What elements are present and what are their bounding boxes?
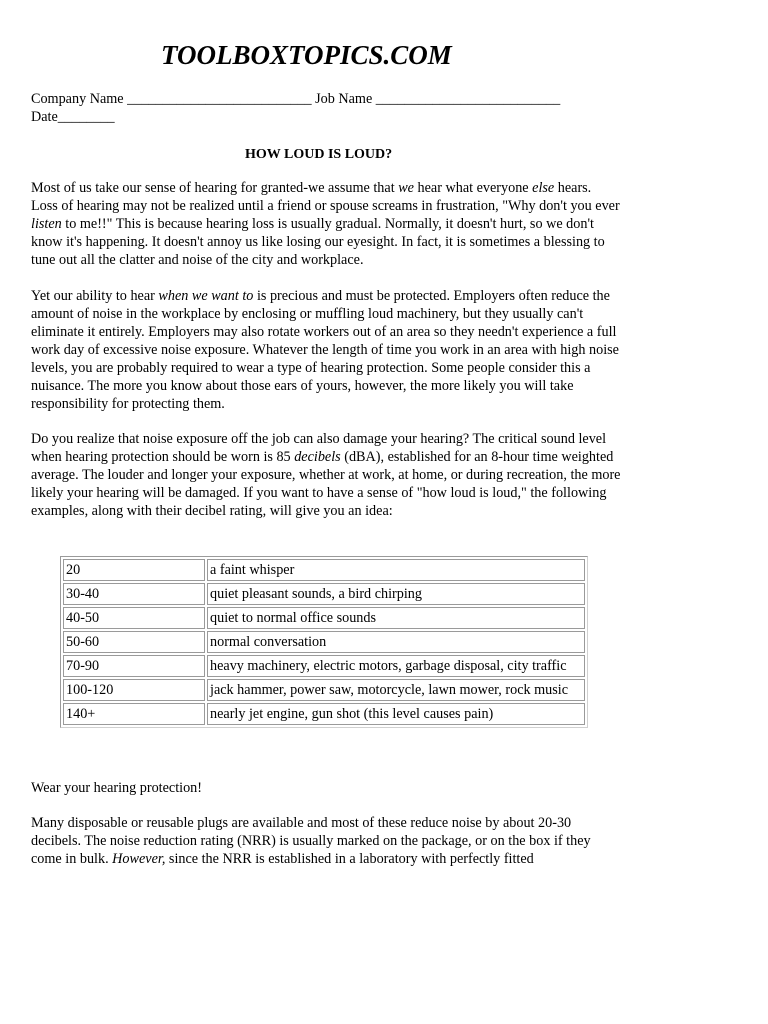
sound-description-cell: jack hammer, power saw, motorcycle, lawn mower, rock music <box>207 679 585 701</box>
table-row <box>63 583 585 605</box>
table-row <box>63 607 585 629</box>
decibel-level-cell: 40-50 <box>63 607 205 629</box>
form-fields <box>31 90 631 126</box>
decibel-table <box>60 556 588 728</box>
emphasis-text: when we want to <box>158 288 254 304</box>
company-name-field[interactable]: Company Name __________________________ <box>31 91 312 107</box>
sound-description-cell: quiet to normal office sounds <box>207 607 585 629</box>
sound-description-cell: quiet pleasant sounds, a bird chirping <box>207 583 585 605</box>
table-row <box>63 679 585 701</box>
decibel-level-cell: 50-60 <box>63 631 205 653</box>
text-run: hear what everyone <box>413 180 533 196</box>
decibel-level-cell: 100-120 <box>63 679 205 701</box>
emphasis-text: listen <box>31 216 62 232</box>
text-run: Most of us take our sense of hearing for granted-we assume that <box>31 180 399 196</box>
decibel-level-cell: 30-40 <box>63 583 205 605</box>
site-title: TOOLBOXTOPICS.COM <box>161 40 452 70</box>
table-row <box>63 655 585 677</box>
table-row <box>63 703 585 725</box>
paragraph-reminder: Wear your hearing protection! <box>31 780 203 796</box>
emphasis-text: else <box>532 180 555 196</box>
sound-description-cell: a faint whisper <box>207 559 585 581</box>
text-run: (dBA), established for an 8-hour time weighted average. The louder and longer your exposure, whether at work, at home, or during recreation, the more likely your hearing will be damaged. If you want to have a sense of "how loud is loud," the following examples, along with their decibel rating, will give you an idea: <box>31 449 621 519</box>
decibel-level-cell: 20 <box>63 559 205 581</box>
text-run: to me!!" This is because hearing loss is usually gradual. Normally, it doesn't hurt, so we don't know it's happening. It doesn't annoy us like losing our eyesight. In fact, it is sometimes a blessing to tune out all the clatter and noise of the city and workplace. <box>31 216 605 268</box>
emphasis-text: we <box>398 180 414 196</box>
paragraph-intro <box>31 179 621 269</box>
job-name-field[interactable]: Job Name __________________________ <box>315 91 561 107</box>
table-row <box>63 559 585 581</box>
sound-description-cell: normal conversation <box>207 631 585 653</box>
sound-description-cell: nearly jet engine, gun shot (this level causes pain) <box>207 703 585 725</box>
text-run: since the NRR is established in a laboratory with perfectly fitted <box>165 851 534 867</box>
document-heading: HOW LOUD IS LOUD? <box>245 147 393 162</box>
text-run: Do you realize that noise exposure off the job can also damage your hearing? The critical sound level when hearing protection should be worn is 85 <box>31 431 607 465</box>
text-run: is precious and must be protected. Employers often reduce the amount of noise in the workplace by enclosing or muffling loud machinery, but they usually can't eliminate it entirely. Employers may also rotate workers out of an area so they needn't experience a full work day of excessive noise exposure. Whatever the length of time you work in an area with high noise levels, you are probably required to wear a type of hearing protection. Some people consider this a nuisance. The more you know about those ears of yours, however, the more likely you will take responsibility for protecting them. <box>31 288 619 412</box>
emphasis-text: decibels <box>294 449 341 465</box>
text-run: Yet our ability to hear <box>31 288 159 304</box>
sound-description-cell: heavy machinery, electric motors, garbage disposal, city traffic <box>207 655 585 677</box>
table-row <box>63 631 585 653</box>
text-run: hears. Loss of hearing may not be realized until a friend or spouse screams in frustration, "Why don't you ever <box>31 180 620 214</box>
decibel-level-cell: 140+ <box>63 703 205 725</box>
emphasis-text: However, <box>112 851 166 867</box>
decibel-level-cell: 70-90 <box>63 655 205 677</box>
date-field[interactable]: Date________ <box>31 109 115 125</box>
paragraph-protection <box>31 287 621 413</box>
paragraph-noise-exposure <box>31 430 621 520</box>
text-run: Many disposable or reusable plugs are available and most of these reduce noise by about 20-30 decibels. The noise reduction rating (NRR) is usually marked on the package, or on the box if they come in bulk. <box>31 815 591 867</box>
paragraph-earplugs <box>31 814 621 868</box>
